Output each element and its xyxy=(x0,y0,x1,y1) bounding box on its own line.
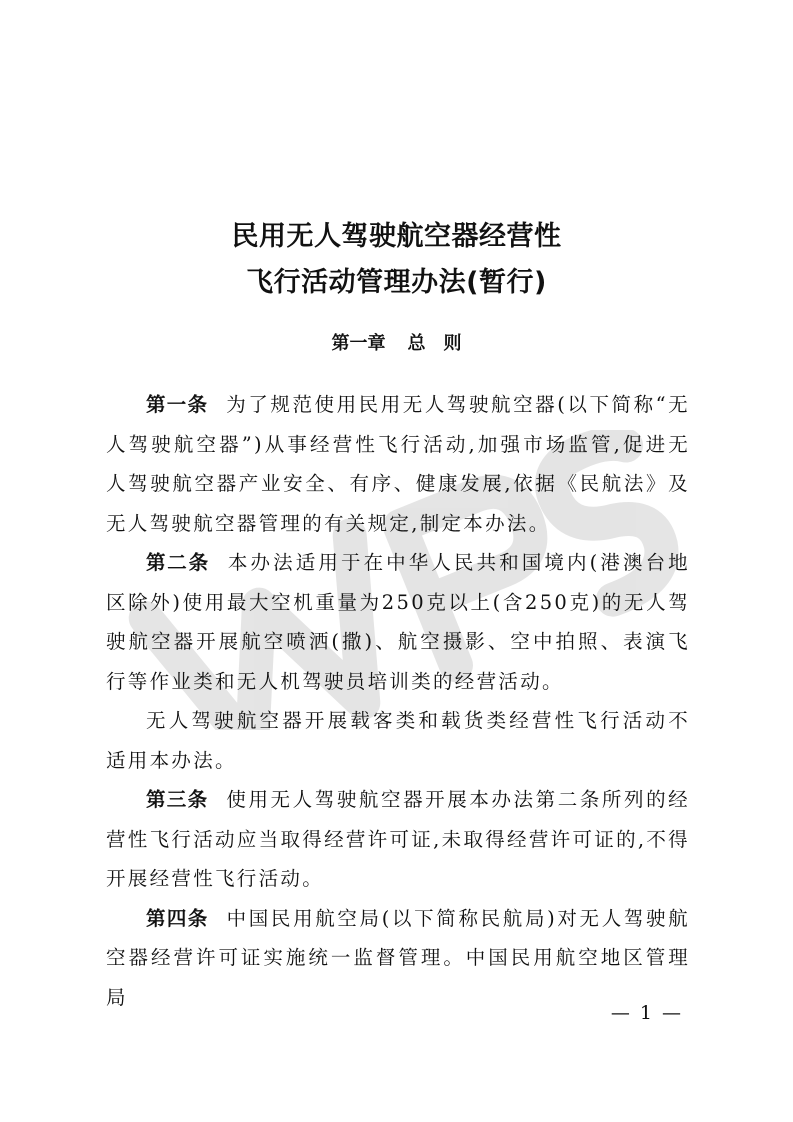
chapter-number: 第一章 xyxy=(331,333,386,354)
paragraph-article-4 xyxy=(106,899,690,1018)
article-label: 第二条 xyxy=(146,551,210,574)
chapter-name: 总 则 xyxy=(407,333,462,354)
paragraph-article-2 xyxy=(106,543,690,701)
chapter-heading xyxy=(0,329,793,355)
paragraph-article-3 xyxy=(106,780,690,899)
document-title-line2: 飞行活动管理办法(暂行) xyxy=(246,267,547,298)
article-text: 使用无人驾驶航空器开展本办法第二条所列的经营性飞行活动应当取得经营许可证,未取得经营许可证的,不得开展经营性飞行活动。 xyxy=(106,788,690,890)
article-label: 第四条 xyxy=(146,906,209,930)
paragraph-article-2-continued xyxy=(106,701,690,780)
page-number: — 1 — xyxy=(610,1002,683,1024)
article-text: 中国民用航空局(以下简称民航局)对无人驾驶航空器经营许可证实施统一监督管理。中国民用航空地区管理局 xyxy=(106,906,690,1009)
article-text: 本办法适用于在中华人民共和国境内(港澳台地区除外)使用最大空机重量为250克以上(含250克)的无人驾驶航空器开展航空喷洒(撒)、航空摄影、空中拍照、表演飞行等作业类和无人机驾驶员培训类的经营活动。 xyxy=(106,551,690,693)
paragraph-article-1 xyxy=(106,385,690,543)
article-text: 无人驾驶航空器开展载客类和载货类经营性飞行活动不适用本办法。 xyxy=(106,709,690,772)
article-label: 第一条 xyxy=(146,393,209,416)
article-label: 第三条 xyxy=(146,788,209,811)
document-title-line1: 民用无人驾驶航空器经营性 xyxy=(231,221,562,252)
document-body xyxy=(106,385,690,1017)
article-text: 为了规范使用民用无人驾驶航空器(以下简称“无人驾驶航空器”)从事经营性飞行活动,加强市场监管,促进无人驾驶航空器产业安全、有序、健康发展,依据《民航法》及无人驾驶航空器管理的有关规定,制定本办法。 xyxy=(106,393,690,535)
